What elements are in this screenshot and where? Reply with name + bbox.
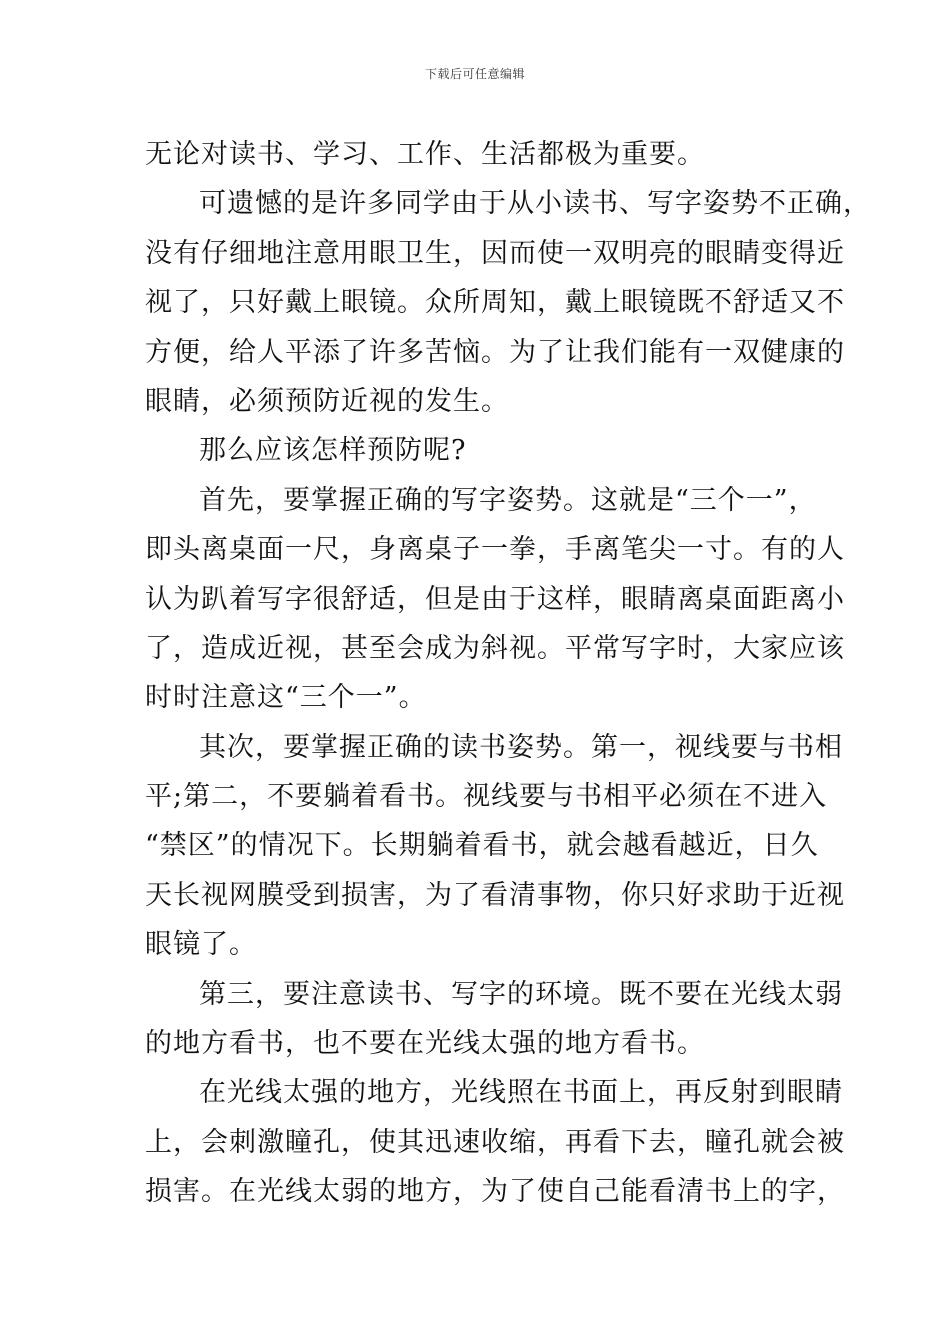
page-header: 下载后可任意编辑	[424, 67, 525, 81]
text-line: 时时注意这“三个一”。	[145, 682, 427, 714]
text-line: “禁区”的情况下。长期躺着看书，就会越看越近，日久	[145, 830, 819, 862]
text-line: 天长视网膜受到损害，为了看清事物，你只好求助于近视	[145, 879, 845, 911]
paragraph-first-line: 其次，要掌握正确的读书姿势。第一，视线要与书相	[199, 731, 843, 763]
text-line: 眼睛，必须预防近视的发生。	[145, 385, 509, 417]
text-line: 损害。在光线太弱的地方，为了使自己能看清书上的字，	[145, 1176, 845, 1208]
text-line: 眼镜了。	[145, 929, 257, 961]
text-line: 即头离桌面一尺，身离桌子一拳，手离笔尖一寸。有的人	[145, 534, 845, 566]
text-line: 的地方看书，也不要在光线太强的地方看书。	[145, 1028, 705, 1060]
paragraph-first-line: 那么应该怎样预防呢?	[199, 435, 467, 467]
text-line: 视了，只好戴上眼镜。众所周知，戴上眼镜既不舒适又不	[145, 287, 845, 319]
paragraph-first-line: 在光线太强的地方，光线照在书面上，再反射到眼睛	[199, 1077, 843, 1109]
document-body	[145, 130, 871, 1217]
text-line: 了，造成近视，甚至会成为斜视。平常写字时，大家应该	[145, 632, 845, 664]
text-line: 平;第二，不要躺着看书。视线要与书相平必须在不进入	[145, 781, 828, 813]
text-line: 无论对读书、学习、工作、生活都极为重要。	[145, 139, 705, 170]
paragraph-first-line: 首先，要掌握正确的写字姿势。这就是“三个一”，	[199, 484, 817, 516]
text-line: 认为趴着写字很舒适，但是由于这样，眼睛离桌面距离小	[145, 583, 845, 615]
text-line: 没有仔细地注意用眼卫生，因而使一双明亮的眼睛变得近	[145, 237, 845, 269]
paragraph-first-line: 第三，要注意读书、写字的环境。既不要在光线太弱	[199, 978, 843, 1010]
paragraph-first-line: 可遗憾的是许多同学由于从小读书、写字姿势不正确，	[199, 188, 871, 220]
text-line: 方便，给人平添了许多苦恼。为了让我们能有一双健康的	[145, 336, 845, 368]
text-line: 上，会刺激瞳孔，使其迅速收缩，再看下去，瞳孔就会被	[145, 1126, 845, 1158]
